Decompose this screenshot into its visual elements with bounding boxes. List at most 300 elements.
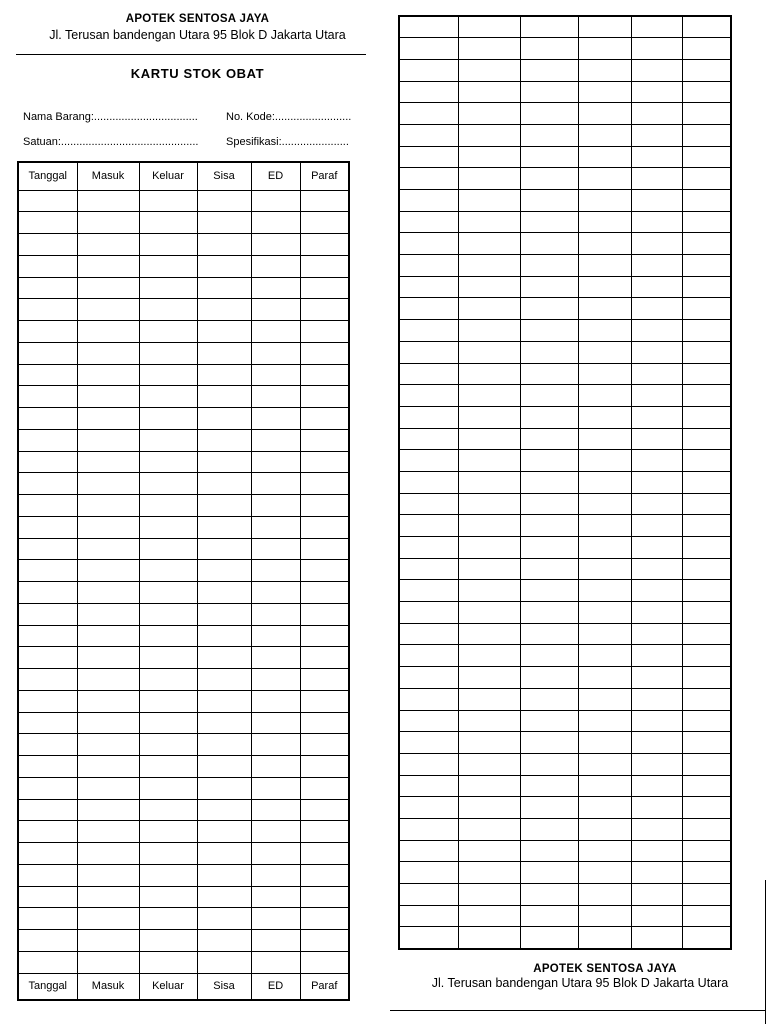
- table-row: [399, 211, 731, 233]
- table-cell: [631, 255, 682, 277]
- table-cell: [578, 233, 631, 255]
- table-cell: [139, 212, 197, 234]
- table-cell: [578, 211, 631, 233]
- table-cell: [300, 603, 349, 625]
- table-cell: [458, 233, 520, 255]
- table-row: [399, 81, 731, 103]
- table-cell: [682, 688, 731, 710]
- table-cell: [251, 299, 300, 321]
- table-cell: [399, 59, 458, 81]
- table-cell: [77, 560, 139, 582]
- table-cell: [77, 234, 139, 256]
- table-cell: [139, 451, 197, 473]
- table-cell: [399, 255, 458, 277]
- table-cell: [18, 234, 77, 256]
- table-cell: [458, 146, 520, 168]
- table-cell: [458, 211, 520, 233]
- table-row: [18, 777, 349, 799]
- table-cell: [682, 493, 731, 515]
- table-cell: [631, 168, 682, 190]
- table-cell: [251, 886, 300, 908]
- table-cell: [139, 647, 197, 669]
- table-cell: [458, 493, 520, 515]
- table-row: [399, 862, 731, 884]
- table-row: [399, 255, 731, 277]
- table-cell: [520, 255, 578, 277]
- table-cell: [251, 212, 300, 234]
- table-cell: [251, 690, 300, 712]
- table-cell: [300, 756, 349, 778]
- table-row: [18, 212, 349, 234]
- table-cell: [578, 385, 631, 407]
- nama-barang-field: Nama Barang:..................................: [23, 111, 198, 123]
- table-cell: [251, 429, 300, 451]
- table-cell: [520, 602, 578, 624]
- table-cell: [399, 884, 458, 906]
- column-header: Tanggal: [18, 162, 77, 190]
- table-cell: [18, 516, 77, 538]
- table-cell: [578, 905, 631, 927]
- table-cell: [520, 168, 578, 190]
- table-cell: [77, 712, 139, 734]
- table-cell: [399, 753, 458, 775]
- table-cell: [139, 582, 197, 604]
- table-cell: [578, 710, 631, 732]
- table-cell: [139, 756, 197, 778]
- table-cell: [631, 16, 682, 38]
- table-cell: [520, 558, 578, 580]
- table-cell: [682, 558, 731, 580]
- table-cell: [631, 298, 682, 320]
- table-cell: [631, 580, 682, 602]
- header-divider: [16, 54, 366, 55]
- table-cell: [139, 625, 197, 647]
- table-cell: [399, 515, 458, 537]
- table-cell: [77, 690, 139, 712]
- table-cell: [139, 690, 197, 712]
- column-header: Sisa: [197, 162, 251, 190]
- table-cell: [578, 602, 631, 624]
- table-cell: [578, 840, 631, 862]
- satuan-field: Satuan:.............................................: [23, 136, 199, 148]
- table-cell: [18, 821, 77, 843]
- table-cell: [18, 212, 77, 234]
- table-row: [18, 255, 349, 277]
- table-cell: [631, 320, 682, 342]
- table-cell: [631, 537, 682, 559]
- table-cell: [399, 320, 458, 342]
- table-row: [399, 406, 731, 428]
- table-cell: [197, 582, 251, 604]
- table-cell: [300, 321, 349, 343]
- table-cell: [251, 625, 300, 647]
- table-cell: [399, 298, 458, 320]
- table-cell: [578, 884, 631, 906]
- table-cell: [77, 756, 139, 778]
- table-cell: [458, 840, 520, 862]
- table-cell: [578, 81, 631, 103]
- table-row: [399, 59, 731, 81]
- table-cell: [578, 255, 631, 277]
- table-row: [399, 753, 731, 775]
- table-cell: [578, 320, 631, 342]
- table-row: [18, 234, 349, 256]
- table-cell: [300, 843, 349, 865]
- table-cell: [631, 797, 682, 819]
- table-cell: [77, 799, 139, 821]
- table-cell: [77, 538, 139, 560]
- table-cell: [682, 645, 731, 667]
- table-cell: [197, 647, 251, 669]
- table-row: [18, 886, 349, 908]
- table-cell: [682, 710, 731, 732]
- table-cell: [139, 603, 197, 625]
- table-cell: [682, 255, 731, 277]
- table-cell: [197, 408, 251, 430]
- table-cell: [18, 647, 77, 669]
- table-cell: [458, 775, 520, 797]
- table-cell: [399, 840, 458, 862]
- table-cell: [18, 799, 77, 821]
- table-cell: [18, 886, 77, 908]
- table-cell: [458, 363, 520, 385]
- table-cell: [77, 495, 139, 517]
- table-cell: [578, 688, 631, 710]
- table-cell: [631, 905, 682, 927]
- table-cell: [77, 647, 139, 669]
- table-row: [18, 669, 349, 691]
- table-cell: [77, 777, 139, 799]
- table-cell: [631, 602, 682, 624]
- table-cell: [631, 862, 682, 884]
- table-cell: [399, 341, 458, 363]
- table-cell: [197, 625, 251, 647]
- table-cell: [77, 277, 139, 299]
- table-cell: [399, 645, 458, 667]
- table-cell: [631, 775, 682, 797]
- table-cell: [251, 582, 300, 604]
- table-cell: [18, 777, 77, 799]
- table-cell: [520, 623, 578, 645]
- table-cell: [682, 320, 731, 342]
- table-cell: [682, 840, 731, 862]
- pharmacy-name-footer: APOTEK SENTOSA JAYA: [533, 963, 677, 975]
- table-row: [399, 732, 731, 754]
- table-cell: [458, 298, 520, 320]
- table-cell: [399, 450, 458, 472]
- table-cell: [197, 386, 251, 408]
- table-cell: [520, 493, 578, 515]
- table-cell: [18, 255, 77, 277]
- table-cell: [399, 580, 458, 602]
- table-footer-row: [18, 973, 349, 1000]
- table-cell: [197, 429, 251, 451]
- table-cell: [399, 471, 458, 493]
- table-cell: [682, 428, 731, 450]
- column-footer: Sisa: [197, 973, 251, 1000]
- table-cell: [139, 408, 197, 430]
- table-row: [18, 364, 349, 386]
- table-cell: [197, 495, 251, 517]
- table-row: [399, 233, 731, 255]
- table-cell: [77, 582, 139, 604]
- table-cell: [520, 103, 578, 125]
- table-cell: [251, 451, 300, 473]
- table-cell: [520, 818, 578, 840]
- table-cell: [399, 558, 458, 580]
- table-cell: [251, 930, 300, 952]
- table-cell: [300, 930, 349, 952]
- table-cell: [139, 864, 197, 886]
- table-cell: [458, 320, 520, 342]
- table-cell: [399, 103, 458, 125]
- column-footer: Tanggal: [18, 973, 77, 1000]
- table-cell: [300, 386, 349, 408]
- table-cell: [458, 471, 520, 493]
- table-cell: [520, 298, 578, 320]
- table-cell: [682, 124, 731, 146]
- table-cell: [520, 753, 578, 775]
- stock-card-table-continuation: [398, 15, 732, 950]
- table-header-row: [18, 162, 349, 190]
- table-row: [399, 493, 731, 515]
- table-row: [18, 277, 349, 299]
- table-cell: [458, 688, 520, 710]
- table-cell: [399, 81, 458, 103]
- table-cell: [520, 645, 578, 667]
- table-cell: [300, 255, 349, 277]
- table-cell: [520, 276, 578, 298]
- table-cell: [197, 451, 251, 473]
- table-cell: [682, 818, 731, 840]
- table-cell: [631, 385, 682, 407]
- table-cell: [520, 211, 578, 233]
- table-cell: [682, 298, 731, 320]
- table-cell: [578, 341, 631, 363]
- table-cell: [197, 756, 251, 778]
- table-cell: [399, 905, 458, 927]
- table-row: [399, 450, 731, 472]
- table-cell: [300, 451, 349, 473]
- table-cell: [139, 669, 197, 691]
- table-cell: [458, 753, 520, 775]
- column-footer: ED: [251, 973, 300, 1000]
- table-cell: [18, 756, 77, 778]
- table-cell: [578, 38, 631, 60]
- table-cell: [682, 927, 731, 949]
- table-cell: [682, 905, 731, 927]
- table-cell: [197, 734, 251, 756]
- table-cell: [520, 81, 578, 103]
- table-cell: [520, 905, 578, 927]
- table-cell: [139, 712, 197, 734]
- table-cell: [18, 408, 77, 430]
- table-cell: [631, 428, 682, 450]
- table-cell: [251, 603, 300, 625]
- table-row: [399, 341, 731, 363]
- table-cell: [18, 277, 77, 299]
- table-cell: [458, 168, 520, 190]
- table-cell: [18, 538, 77, 560]
- table-row: [399, 558, 731, 580]
- table-cell: [18, 364, 77, 386]
- table-cell: [139, 429, 197, 451]
- table-row: [399, 103, 731, 125]
- table-row: [399, 710, 731, 732]
- table-row: [18, 799, 349, 821]
- table-cell: [520, 471, 578, 493]
- table-cell: [399, 818, 458, 840]
- table-cell: [18, 190, 77, 212]
- table-cell: [458, 428, 520, 450]
- table-cell: [18, 495, 77, 517]
- table-cell: [197, 516, 251, 538]
- table-cell: [77, 473, 139, 495]
- table-row: [18, 603, 349, 625]
- table-row: [18, 451, 349, 473]
- table-cell: [139, 473, 197, 495]
- table-cell: [631, 818, 682, 840]
- table-cell: [520, 124, 578, 146]
- table-cell: [399, 927, 458, 949]
- table-cell: [458, 905, 520, 927]
- table-cell: [458, 667, 520, 689]
- card-title: KARTU STOK OBAT: [130, 66, 265, 81]
- table-cell: [399, 385, 458, 407]
- table-cell: [300, 908, 349, 930]
- table-cell: [458, 124, 520, 146]
- table-cell: [18, 342, 77, 364]
- table-cell: [458, 190, 520, 212]
- table-cell: [300, 408, 349, 430]
- table-cell: [300, 516, 349, 538]
- table-cell: [251, 734, 300, 756]
- table-cell: [578, 775, 631, 797]
- table-cell: [458, 558, 520, 580]
- table-cell: [197, 669, 251, 691]
- table-cell: [578, 471, 631, 493]
- table-cell: [458, 927, 520, 949]
- table-cell: [77, 843, 139, 865]
- table-cell: [682, 797, 731, 819]
- table-cell: [682, 667, 731, 689]
- table-cell: [682, 775, 731, 797]
- table-cell: [251, 647, 300, 669]
- table-cell: [251, 669, 300, 691]
- table-cell: [197, 190, 251, 212]
- table-cell: [251, 864, 300, 886]
- table-cell: [300, 582, 349, 604]
- table-cell: [251, 495, 300, 517]
- table-cell: [399, 428, 458, 450]
- table-cell: [18, 451, 77, 473]
- table-cell: [139, 190, 197, 212]
- table-row: [18, 429, 349, 451]
- table-cell: [520, 775, 578, 797]
- table-row: [18, 864, 349, 886]
- table-cell: [578, 363, 631, 385]
- table-row: [18, 930, 349, 952]
- table-cell: [399, 537, 458, 559]
- table-cell: [251, 777, 300, 799]
- table-row: [18, 321, 349, 343]
- table-cell: [631, 276, 682, 298]
- table-cell: [578, 493, 631, 515]
- table-row: [18, 408, 349, 430]
- table-cell: [139, 908, 197, 930]
- table-row: [18, 299, 349, 321]
- table-cell: [631, 927, 682, 949]
- table-cell: [631, 450, 682, 472]
- table-cell: [682, 623, 731, 645]
- table-cell: [18, 864, 77, 886]
- table-cell: [197, 560, 251, 582]
- table-cell: [399, 146, 458, 168]
- table-cell: [251, 408, 300, 430]
- page-edge-line: [765, 880, 766, 1024]
- table-cell: [300, 799, 349, 821]
- table-cell: [251, 799, 300, 821]
- table-cell: [300, 690, 349, 712]
- table-cell: [682, 38, 731, 60]
- table-row: [18, 821, 349, 843]
- table-cell: [197, 364, 251, 386]
- table-cell: [578, 797, 631, 819]
- table-cell: [458, 515, 520, 537]
- table-row: [399, 38, 731, 60]
- table-cell: [77, 886, 139, 908]
- table-cell: [251, 908, 300, 930]
- table-cell: [631, 732, 682, 754]
- table-cell: [682, 81, 731, 103]
- table-cell: [631, 406, 682, 428]
- table-row: [399, 818, 731, 840]
- table-row: [18, 690, 349, 712]
- table-cell: [197, 473, 251, 495]
- table-cell: [197, 538, 251, 560]
- table-row: [18, 582, 349, 604]
- table-cell: [631, 645, 682, 667]
- table-cell: [578, 103, 631, 125]
- table-cell: [197, 843, 251, 865]
- table-cell: [520, 363, 578, 385]
- table-cell: [631, 710, 682, 732]
- table-row: [399, 580, 731, 602]
- table-cell: [300, 669, 349, 691]
- table-row: [18, 756, 349, 778]
- table-cell: [77, 212, 139, 234]
- table-cell: [251, 712, 300, 734]
- table-cell: [251, 386, 300, 408]
- table-cell: [197, 799, 251, 821]
- table-cell: [197, 234, 251, 256]
- table-cell: [682, 862, 731, 884]
- table-row: [399, 927, 731, 949]
- table-cell: [458, 38, 520, 60]
- pharmacy-name: APOTEK SENTOSA JAYA: [125, 13, 270, 25]
- table-cell: [18, 908, 77, 930]
- table-row: [18, 951, 349, 973]
- table-cell: [77, 951, 139, 973]
- table-cell: [139, 255, 197, 277]
- table-cell: [18, 669, 77, 691]
- table-cell: [631, 688, 682, 710]
- table-cell: [139, 516, 197, 538]
- table-cell: [631, 623, 682, 645]
- table-cell: [458, 602, 520, 624]
- table-cell: [631, 363, 682, 385]
- table-cell: [458, 341, 520, 363]
